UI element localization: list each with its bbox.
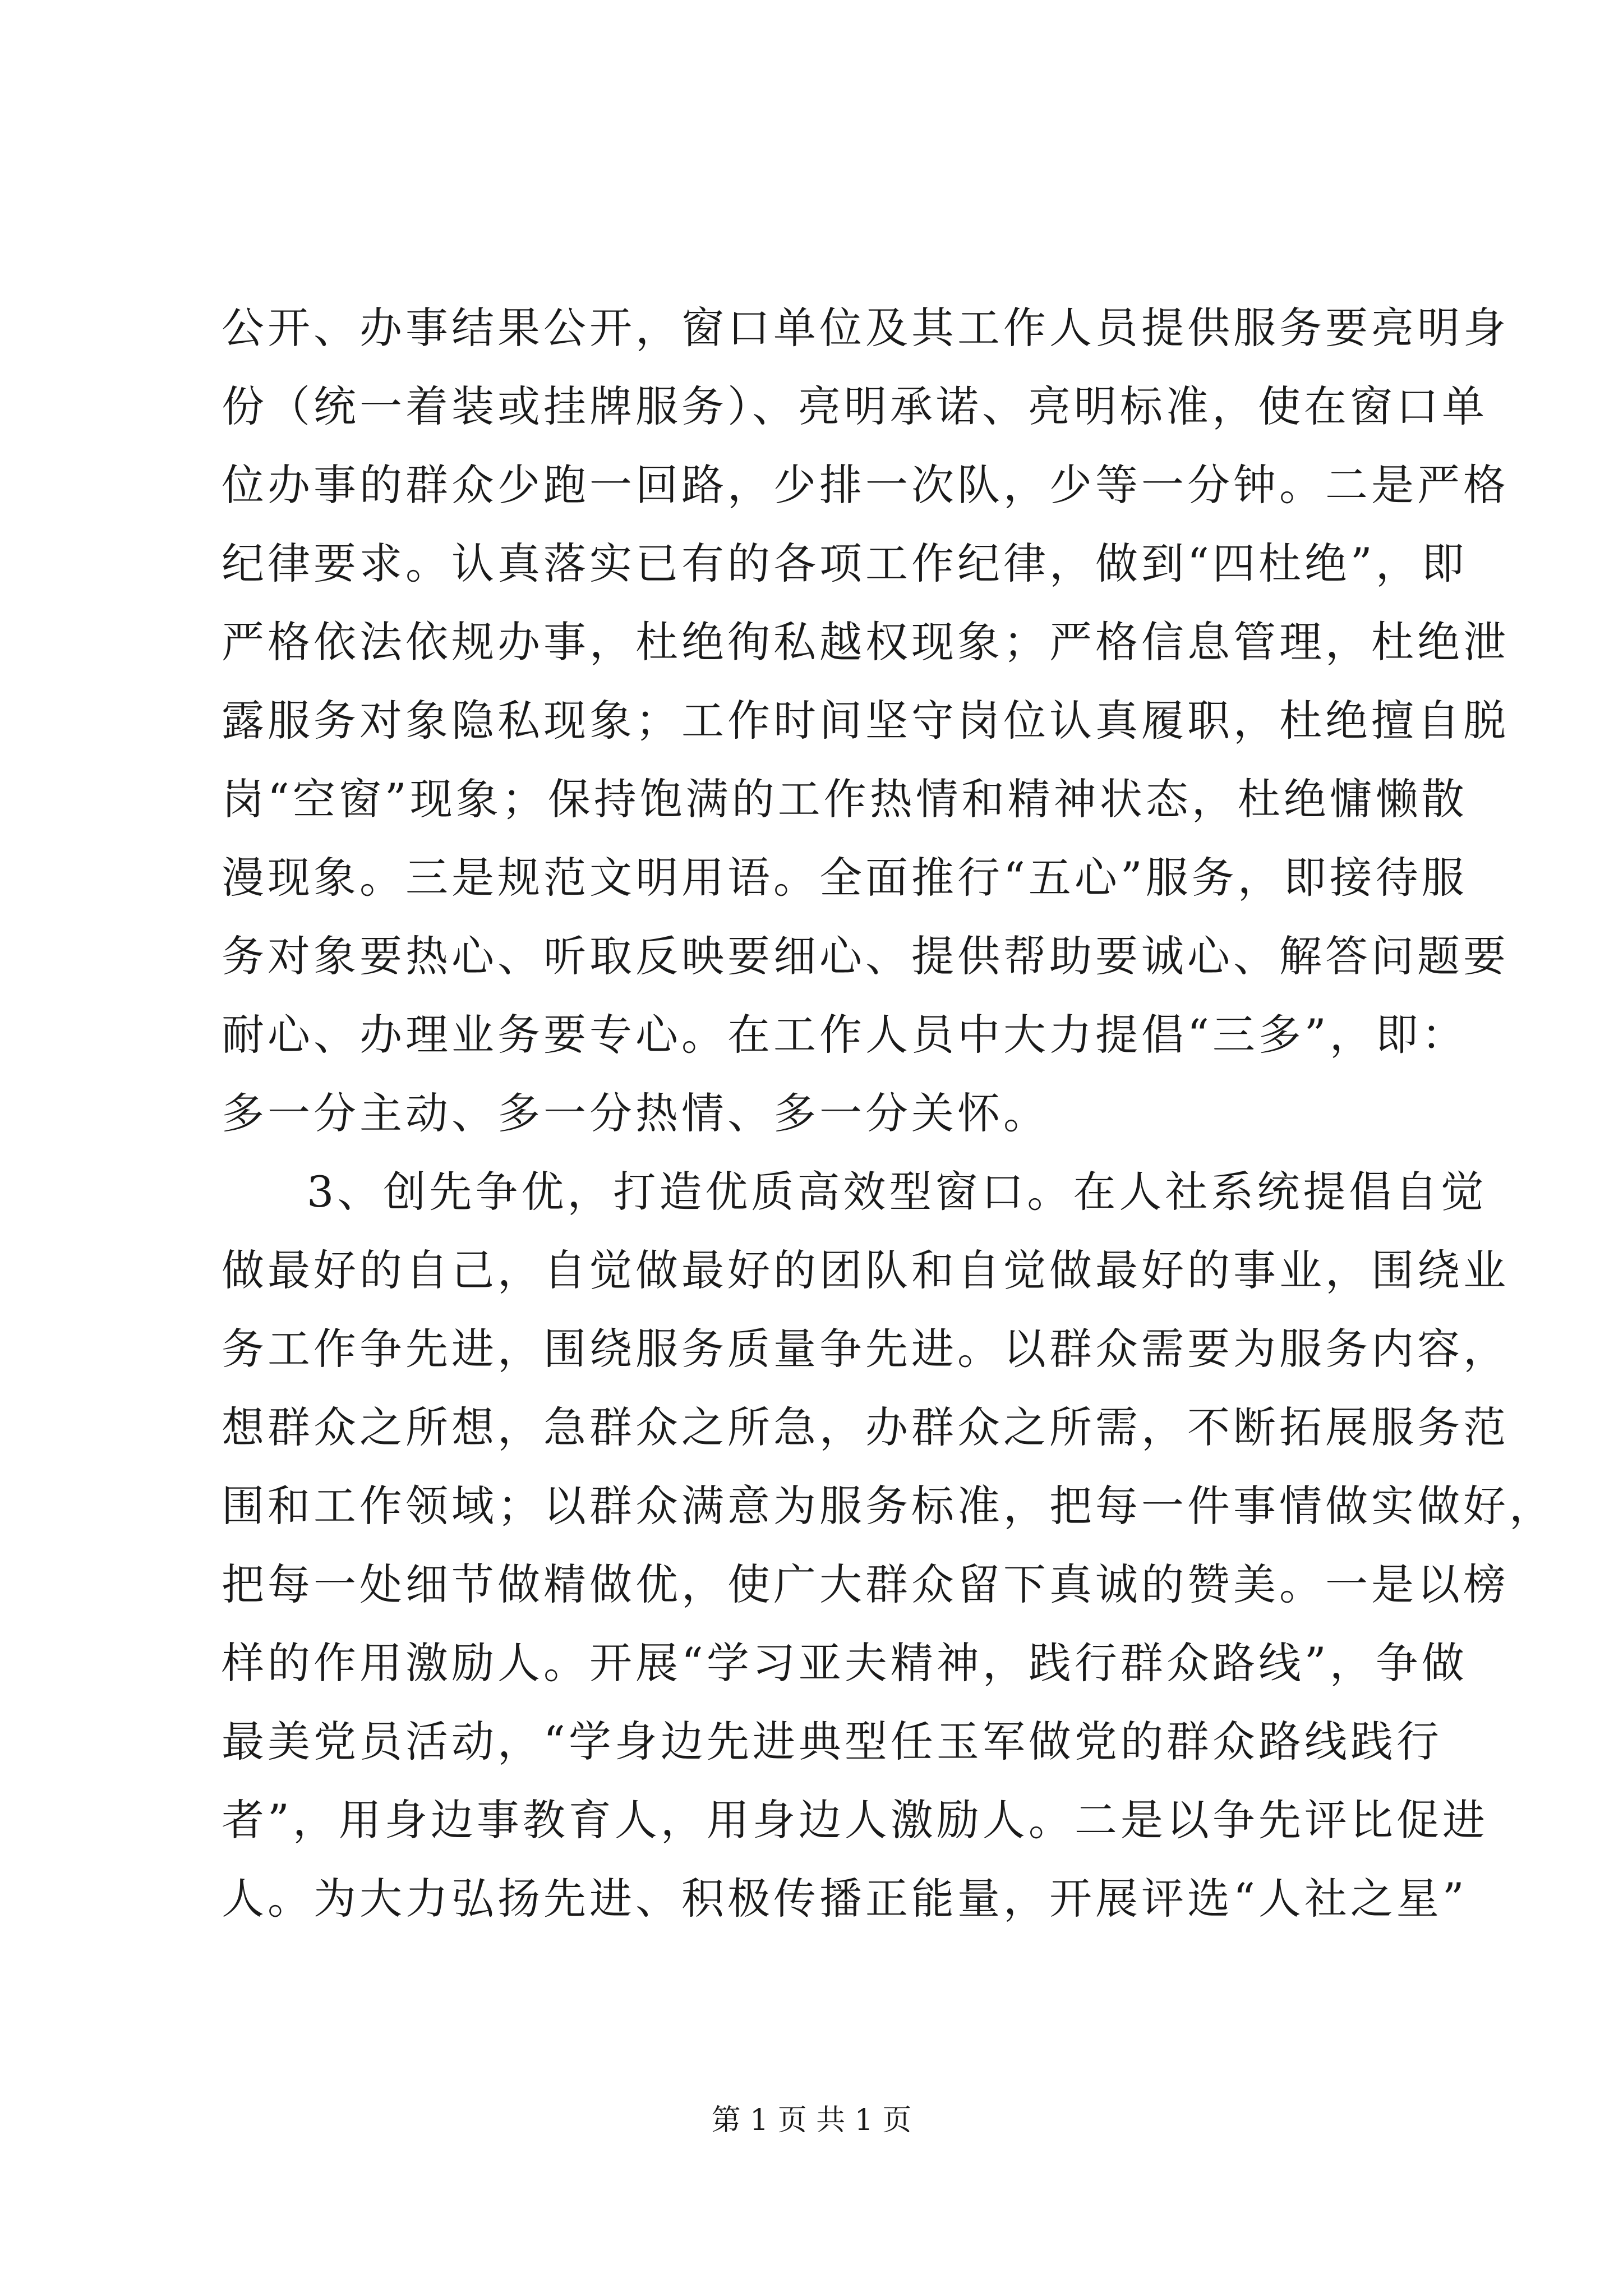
text-line: 公开、办事结果公开，窗口单位及其工作人员提供服务要亮明身 (222, 303, 1509, 353)
text-line: 人。为大力弘扬先进、积极传播正能量，开展评选“人社之星” (222, 1874, 1468, 1924)
text-line: 严格依法依规办事，杜绝徇私越权现象；严格信息管理，杜绝泄 (222, 617, 1509, 667)
text-line: 务对象要热心、听取反映要细心、提供帮助要诚心、解答问题要 (222, 931, 1509, 981)
text-line: 耐心、办理业务要专心。在工作人员中大力提倡“三多”，即： (222, 1010, 1468, 1060)
text-line: 纪律要求。认真落实已有的各项工作纪律，做到“四杜绝”，即 (222, 539, 1468, 588)
text-line: 样的作用激励人。开展“学习亚夫精神，践行群众路线”，争做 (222, 1638, 1468, 1688)
text-line: 把每一处细节做精做优，使广大群众留下真诚的赞美。一是以榜 (222, 1559, 1509, 1609)
text-line: 3、创先争优，打造优质高效型窗口。在人社系统提倡自觉 (307, 1167, 1487, 1217)
page-footer: 第 1 页 共 1 页 (711, 2104, 912, 2137)
text-line: 做最好的自己，自觉做最好的团队和自觉做最好的事业，围绕业 (222, 1245, 1509, 1295)
text-line: 围和工作领域；以群众满意为服务标准，把每一件事情做实做好， (222, 1481, 1555, 1531)
text-line: 想群众之所想，急群众之所急，办群众之所需，不断拓展服务范 (222, 1402, 1509, 1452)
text-line: 务工作争先进，围绕服务质量争先进。以群众需要为服务内容， (222, 1324, 1509, 1374)
text-line: 岗“空窗”现象；保持饱满的工作热情和精神状态，杜绝慵懒散 (222, 774, 1468, 824)
text-line: 多一分主动、多一分热情、多一分关怀。 (222, 1088, 1049, 1138)
text-line: 漫现象。三是规范文明用语。全面推行“五心”服务，即接待服 (222, 853, 1468, 903)
text-line: 者”，用身边事教育人，用身边人激励人。二是以争先评比促进 (222, 1795, 1488, 1845)
text-line: 露服务对象隐私现象；工作时间坚守岗位认真履职，杜绝擅自脱 (222, 696, 1509, 746)
text-line: 位办事的群众少跑一回路，少排一次队，少等一分钟。二是严格 (222, 460, 1509, 510)
text-line: 份（统一着装或挂牌服务）、亮明承诺、亮明标准，使在窗口单 (222, 381, 1488, 431)
body-text (222, 289, 1555, 1938)
text-line: 最美党员活动，“学身边先进典型任玉军做党的群众路线践行 (222, 1717, 1442, 1766)
